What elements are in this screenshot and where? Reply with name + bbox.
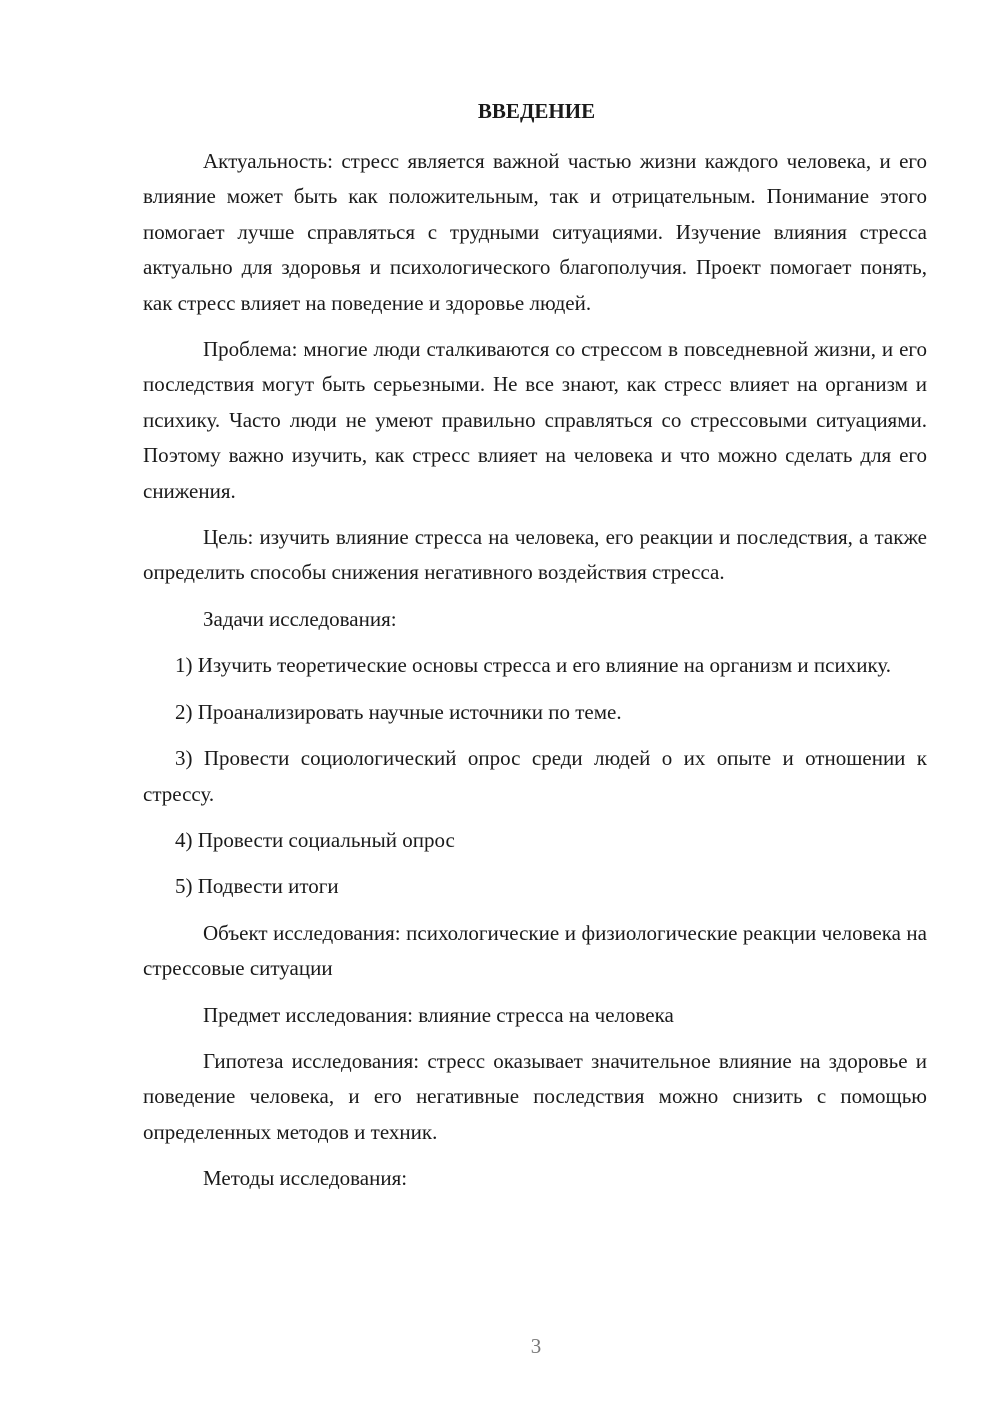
object-paragraph: Объект исследования: психологические и физиологические реакции человека на стрессовые ситуации	[143, 920, 927, 981]
goal-paragraph: Цель: изучить влияние стресса на человека, его реакции и последствия, а также определить способы снижения негативного воздействия стресса.	[143, 525, 927, 585]
subject-paragraph: Предмет исследования: влияние стресса на человека	[203, 1002, 674, 1027]
page-title: ВВЕДЕНИЕ	[477, 99, 596, 123]
task-item-1: 1) Изучить теоретические основы стресса и его влияние на организм и психику.	[175, 653, 892, 678]
tasks-heading: Задачи исследования:	[203, 606, 397, 631]
relevance-paragraph: Актуальность: стресс является важной частью жизни каждого человека, и его влияние может быть как положительным, так и отрицательным. Понимание этого помогает лучше справляться с трудными ситуациями. Изучение влияния стресса актуально для здоровья и психологического благополучия. Проект помогает понять, как стресс влияет на поведение и здоровье людей.	[143, 149, 927, 315]
hypothesis-paragraph: Гипотеза исследования: стресс оказывает значительное влияние на здоровье и поведение человека, и его негативные последствия можно снизить с помощью определенных методов и техник.	[143, 1048, 927, 1144]
methods-heading: Методы исследования:	[203, 1166, 408, 1191]
task-item-5: 5) Подвести итоги	[175, 874, 339, 899]
page-content	[143, 96, 927, 1208]
task-item-2: 2) Проанализировать научные источники по теме.	[175, 699, 622, 724]
page-number: 3	[530, 1334, 542, 1358]
task-item-4: 4) Провести социальный опрос	[175, 827, 455, 852]
problem-paragraph: Проблема: многие люди сталкиваются со стрессом в повседневной жизни, и его последствия могут быть серьезными. Не все знают, как стресс влияет на организм и психику. Часто люди не умеют правильно справляться со стрессовыми ситуациями. Поэтому важно изучить, как стресс влияет на человека и что можно сделать для его снижения.	[143, 337, 927, 503]
task-item-3: 3) Провести социологический опрос среди людей о их опыте и отношении к стрессу.	[143, 746, 927, 806]
